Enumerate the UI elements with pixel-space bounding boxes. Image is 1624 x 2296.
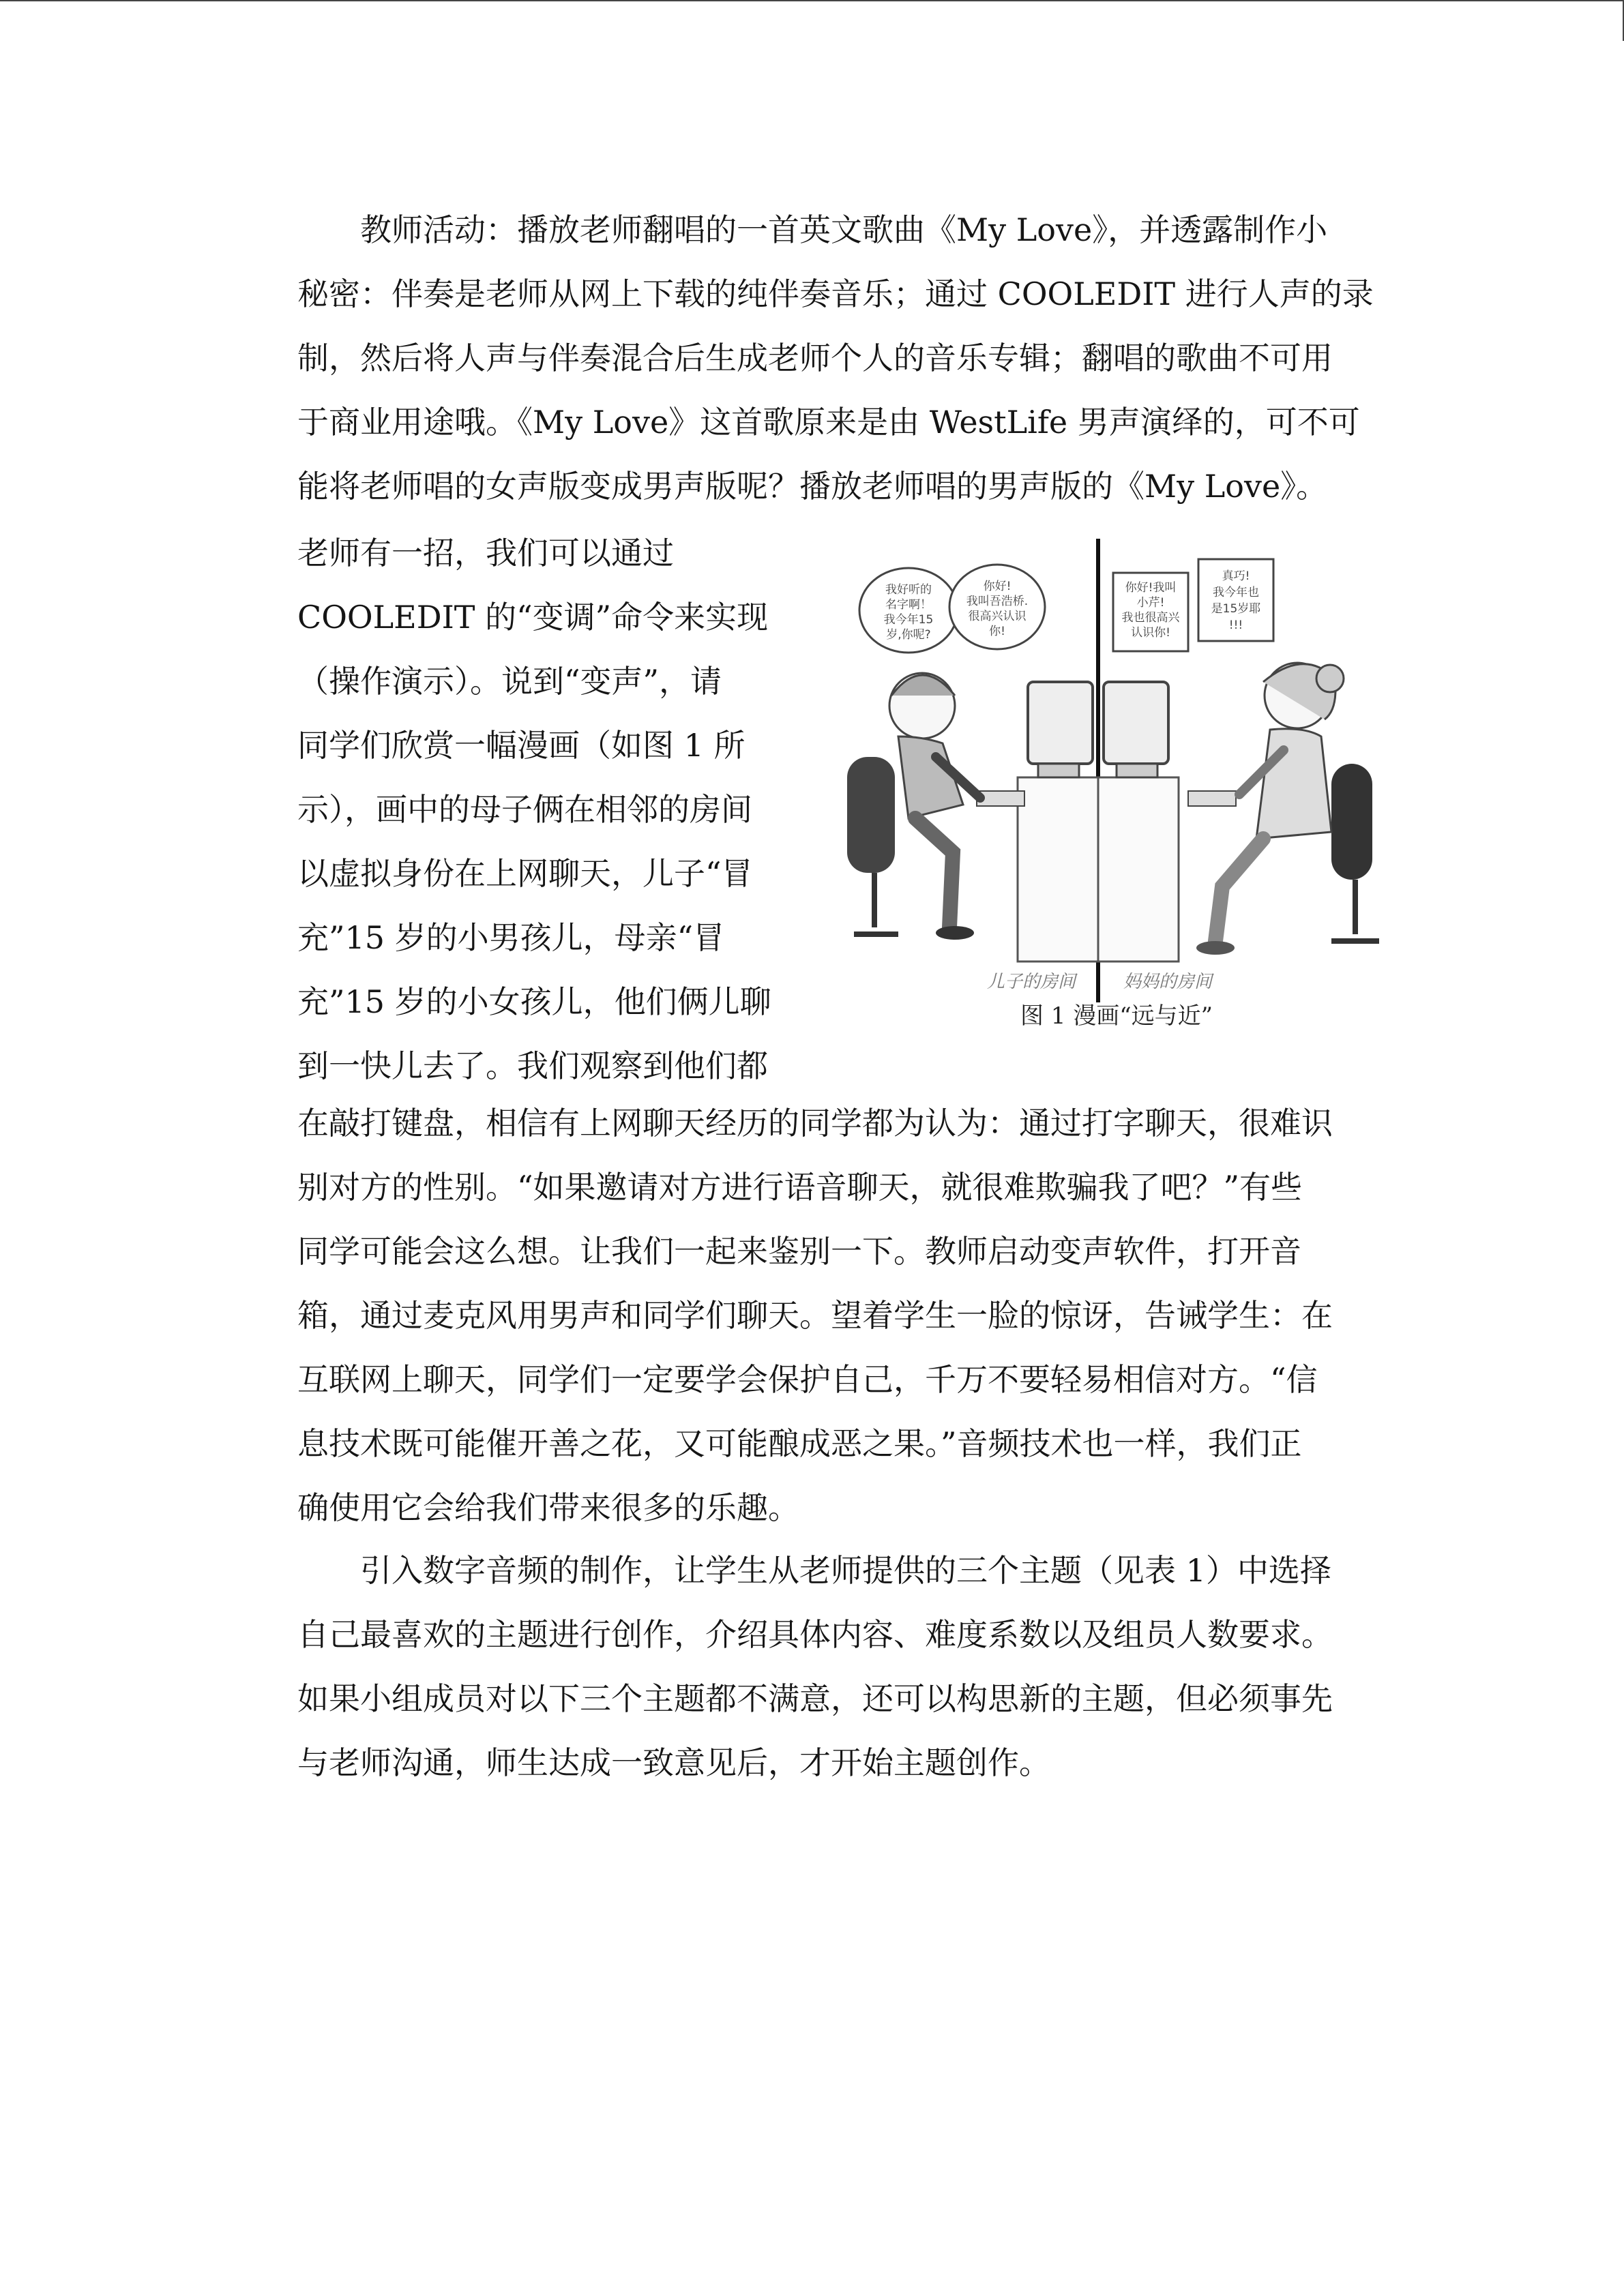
- text-line: 示），画中的母子俩在相邻的房间: [297, 791, 752, 828]
- svg-text:我也很高兴: 我也很高兴: [1121, 611, 1180, 625]
- label-son-room: 儿子的房间: [986, 972, 1076, 992]
- monitor-right: [1104, 682, 1168, 777]
- text-line: 箱，通过麦克风用男声和同学们聊天。望着学生一脸的惊讶，告诫学生：在: [297, 1297, 1333, 1334]
- figure-caption: 图 1 漫画“远与近”: [1020, 1002, 1213, 1030]
- paragraph-2: [297, 1538, 1378, 1795]
- svg-text:你好!我叫: 你好!我叫: [1125, 581, 1177, 595]
- text-line: 制，然后将人声与伴奏混合后生成老师个人的音乐专辑；翻唱的歌曲不可用: [297, 340, 1333, 376]
- svg-text:我好听的: 我好听的: [885, 583, 932, 597]
- text-line: 息技术既可能催开善之花，又可能酿成恶之果。”音频技术也一样，我们正: [297, 1425, 1302, 1462]
- text-line: （操作演示）。说到“变声”，请: [297, 663, 722, 700]
- svg-text:名字啊！: 名字啊！: [885, 598, 932, 612]
- paragraph-1-tail: [297, 1091, 1378, 1540]
- text-line: 教师活动：播放老师翻唱的一首英文歌曲《My Love》，并透露制作小: [360, 211, 1328, 248]
- text-line: 老师有一招，我们可以通过: [297, 535, 674, 571]
- text-line: 引入数字音频的制作，让学生从老师提供的三个主题（见表 1）中选择: [360, 1552, 1331, 1589]
- paragraph-1-wrapped: [297, 521, 802, 1098]
- svg-text:小芹!: 小芹!: [1136, 596, 1165, 610]
- text-line: 在敲打键盘，相信有上网聊天经历的同学都为认为：通过打字聊天，很难识: [297, 1105, 1333, 1142]
- text-line: 如果小组成员对以下三个主题都不满意，还可以构思新的主题，但必须事先: [297, 1680, 1333, 1717]
- svg-text:我今年15: 我今年15: [883, 613, 934, 627]
- svg-text:很高兴认识: 很高兴认识: [968, 610, 1027, 623]
- text-line: 能将老师唱的女声版变成男声版呢？播放老师唱的男声版的《My Love》。: [297, 468, 1328, 505]
- svg-text:你!: 你!: [989, 625, 1005, 638]
- svg-text:我叫吾浩桥.: 我叫吾浩桥.: [966, 595, 1029, 608]
- svg-text:认识你!: 认识你!: [1131, 626, 1170, 640]
- speech-bubble-son-2: [949, 565, 1045, 649]
- text-line: 确使用它会给我们带来很多的乐趣。: [297, 1489, 799, 1526]
- text-line: 与老师沟通，师生达成一致意见后，才开始主题创作。: [297, 1744, 1050, 1781]
- svg-text:岁,你呢?: 岁,你呢?: [886, 628, 931, 642]
- text-line: 以虚拟身份在上网聊天，儿子“冒: [297, 855, 753, 892]
- svg-text:!!!: !!!: [1228, 618, 1243, 632]
- svg-text:我今年也: 我今年也: [1213, 586, 1259, 599]
- text-line: 充”15 岁的小女孩儿，他们俩儿聊: [297, 983, 771, 1020]
- text-line: 互联网上聊天，同学们一定要学会保护自己，千万不要轻易相信对方。“信: [297, 1361, 1318, 1398]
- text-line: 自己最喜欢的主题进行创作，介绍具体内容、难度系数以及组员人数要求。: [297, 1616, 1333, 1653]
- text-line: 秘密：伴奏是老师从网上下载的纯伴奏音乐；通过 COOLEDIT 进行人声的录: [297, 275, 1374, 312]
- paragraph-1-top: [297, 198, 1378, 518]
- text-line: 于商业用途哦。《My Love》这首歌原来是由 WestLife 男声演绎的，可不可: [297, 404, 1360, 441]
- svg-text:是15岁耶: 是15岁耶: [1211, 602, 1261, 616]
- text-line: 充”15 岁的小男孩儿，母亲“冒: [297, 919, 725, 956]
- text-line: 到一快儿去了。我们观察到他们都: [297, 1047, 768, 1084]
- monitor-left: [1028, 682, 1093, 777]
- text-line: COOLEDIT 的“变调”命令来实现: [297, 599, 769, 636]
- text-line: 同学可能会这么想。让我们一起来鉴别一下。教师启动变声软件，打开音: [297, 1233, 1301, 1270]
- svg-text:真巧!: 真巧!: [1222, 569, 1250, 583]
- speech-bubble-mom-2: [1198, 559, 1273, 641]
- label-mom-room: 妈妈的房间: [1123, 972, 1213, 992]
- svg-text:你好!: 你好!: [983, 580, 1012, 593]
- speech-bubble-son-1: [859, 568, 958, 653]
- top-border: [0, 0, 1624, 1]
- speech-bubble-mom-1: [1113, 573, 1188, 651]
- text-line: 同学们欣赏一幅漫画（如图 1 所: [297, 727, 745, 764]
- cartoon-figure: [833, 532, 1400, 1009]
- text-line: 别对方的性别。“如果邀请对方进行语音聊天，就很难欺骗我了吧？”有些: [297, 1169, 1303, 1206]
